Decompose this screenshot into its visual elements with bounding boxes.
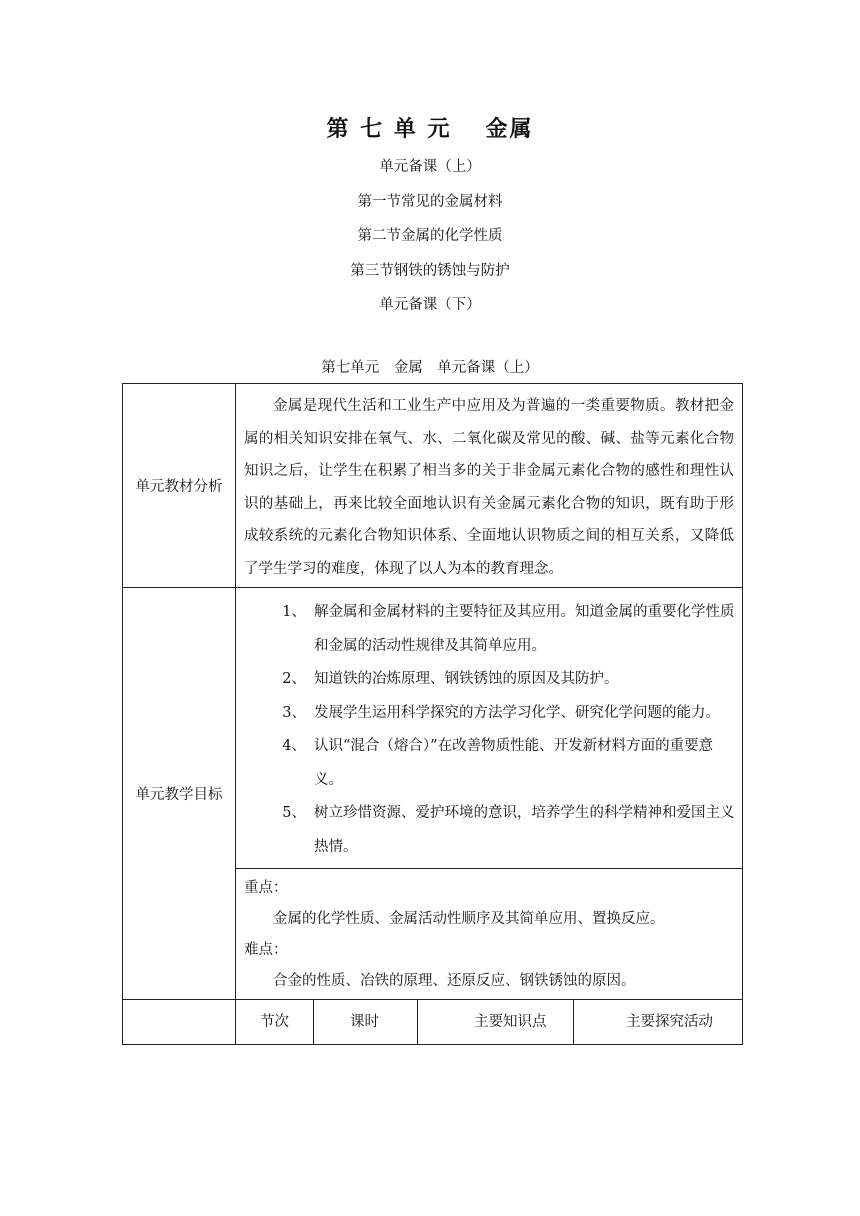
toc-item: 单元备课（下） (379, 297, 481, 313)
goal-number: 2、 (282, 671, 306, 687)
analysis-row (123, 384, 743, 588)
document-title (0, 112, 860, 143)
keypoints-block (236, 869, 742, 999)
column-header-activities (574, 1000, 743, 1045)
column-header-periods (314, 1000, 418, 1045)
difficulty-label: 难点： (244, 942, 288, 958)
goals-row (123, 588, 743, 869)
goal-text: 认识“混合（熔合）”在改善物质性能、开发新材料方面的重要意义。 (314, 738, 714, 788)
goal-item (242, 697, 736, 731)
toc-item: 第一节常见的金属材料 (357, 193, 503, 210)
table-of-contents (0, 150, 860, 323)
goal-number: 4、 (282, 738, 306, 754)
goal-text: 树立珍惜资源、爱护环境的意识，培养学生的科学精神和爱国主义热情。 (314, 805, 735, 855)
goals-list (236, 588, 742, 868)
goals-label: 单元教学目标 (123, 588, 236, 1000)
toc-item: 第三节钢铁的锈蚀与防护 (350, 262, 510, 279)
goal-number: 3、 (282, 704, 306, 721)
goal-text: 解金属和金属材料的主要特征及其应用。知道金属的重要化学性质和金属的活动性规律及其简单应用。 (314, 604, 735, 654)
keypoints-cell (236, 869, 743, 1000)
unit-plan-table (122, 383, 743, 1045)
analysis-label: 单元教材分析 (123, 384, 236, 588)
column-header-text: 课时 (350, 1014, 379, 1030)
goal-item (242, 596, 736, 663)
column-header-text: 主要探究活动 (626, 1014, 713, 1030)
goals-cell (236, 588, 743, 869)
schedule-header-row (123, 1000, 743, 1045)
goal-text: 发展学生运用科学探究的方法学习化学、研究化学问题的能力。 (314, 704, 720, 721)
key-text: 金属的化学性质、金属活动性顺序及其简单应用、置换反应。 (273, 911, 665, 927)
table-caption: 第七单元 金属 单元备课（上） (321, 360, 539, 376)
goal-item (242, 663, 736, 697)
goal-item (242, 730, 736, 797)
title-topic: 金属 (485, 116, 534, 142)
column-header-section (236, 1000, 314, 1045)
goal-item (242, 797, 736, 864)
goal-text: 知道铁的冶炼原理、钢铁锈蚀的原因及其防护。 (314, 671, 619, 687)
toc-item: 单元备课（上） (379, 159, 481, 175)
goal-number: 5、 (282, 805, 306, 821)
analysis-text: 金属是现代生活和工业生产中应用及为普遍的一类重要物质。教材把金属的相关知识安排在氧气、水、二氧化碳及常见的酸、碱、盐等元素化合物知识之后，让学生在积累了相当多的关于非金属元素化合物的感性和理性认识的基础上，再来比较全面地认识有关金属元素化合物的知识，既有助于形成较系统的元素化合物知识体系、全面地认识物质之间的相互关系，又降低了学生学习的难度，体现了以人为本的教育理念。 (244, 398, 735, 577)
goal-number: 1、 (282, 604, 306, 620)
column-header-text: 节次 (260, 1014, 289, 1030)
column-header-knowledge (418, 1000, 574, 1045)
empty-header-cell (123, 1000, 236, 1045)
analysis-cell (236, 384, 743, 588)
title-unit: 第 七 单 元 (326, 116, 452, 142)
key-label: 重点： (244, 880, 288, 896)
difficulty-text: 合金的性质、冶铁的原理、还原反应、钢铁锈蚀的原因。 (273, 973, 636, 989)
column-header-text: 主要知识点 (474, 1014, 547, 1030)
toc-item: 第二节金属的化学性质 (357, 228, 503, 244)
